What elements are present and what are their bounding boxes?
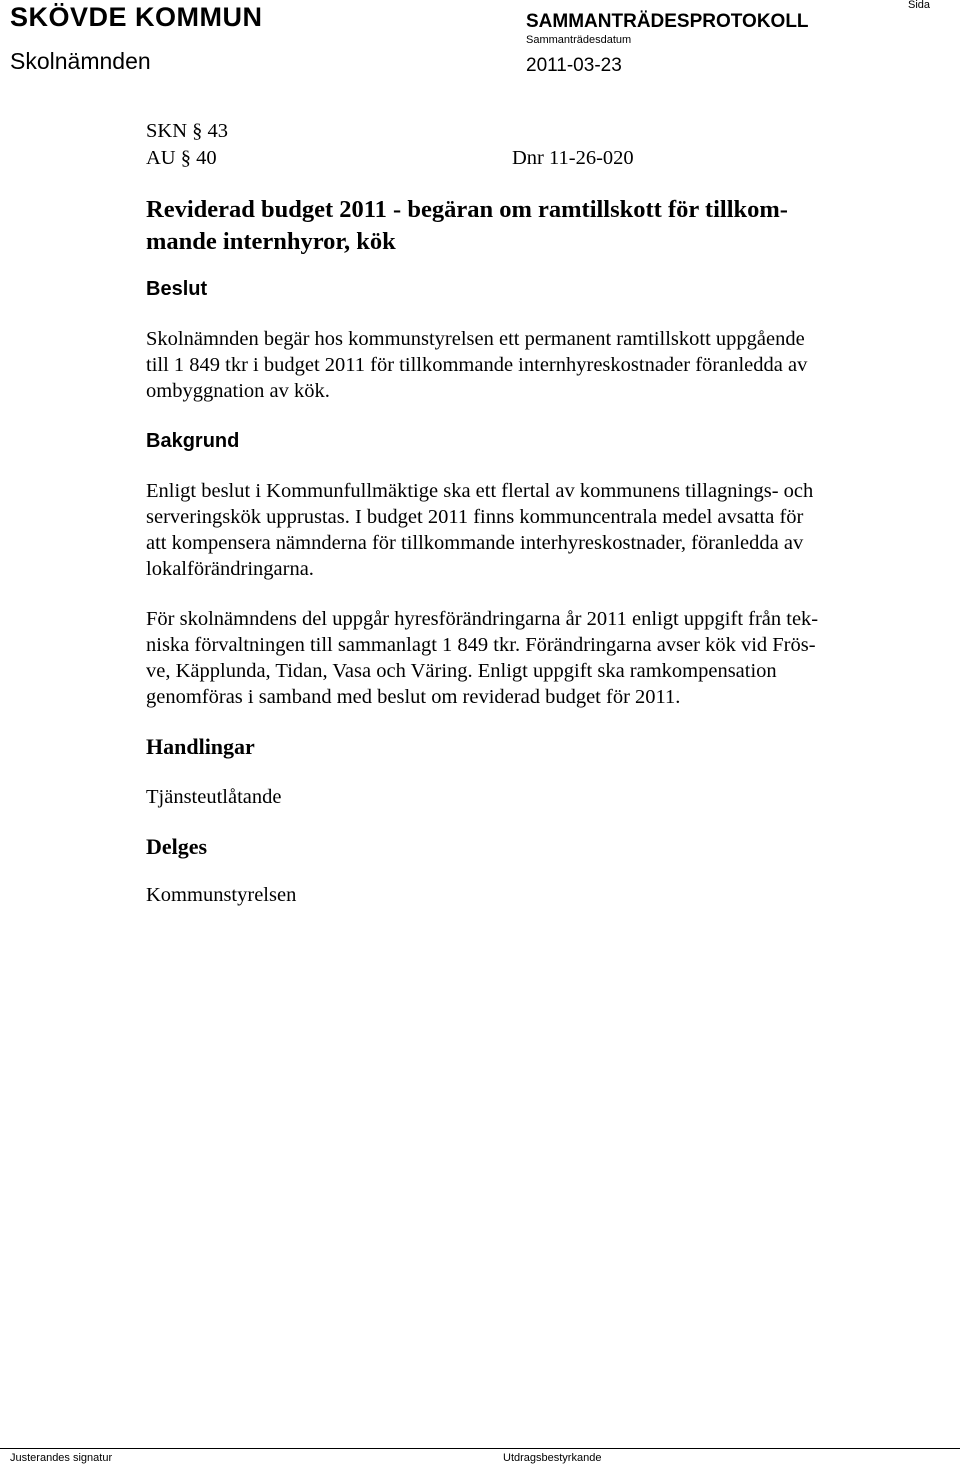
- municipality-logo-text: SKÖVDE KOMMUN: [10, 2, 263, 32]
- extract-certification-label: Utdragsbestyrkande: [503, 1452, 602, 1464]
- handlingar-item: Tjänsteutlåtande: [146, 786, 282, 808]
- footer-divider: [0, 1448, 960, 1449]
- delges-heading: Delges: [146, 834, 208, 859]
- skn-reference: [146, 118, 908, 145]
- text-line: niska förvaltningen till sammanlagt 1 849 tkr. Förändringarna avser kök vid Frös-: [146, 634, 816, 656]
- au-number: 40: [196, 147, 217, 169]
- bakgrund-paragraph-1: [146, 478, 908, 582]
- text-line: serveringskök upprustas. I budget 2011 finns kommuncentrala medel avsatta för: [146, 506, 804, 528]
- delges-item: Kommunstyrelsen: [146, 884, 297, 906]
- meeting-date-label: Sammanträdesdatum: [526, 34, 632, 46]
- signature-label: Justerandes signatur: [10, 1452, 113, 1464]
- section-symbol: §: [192, 120, 203, 142]
- text-line: Skolnämnden begär hos kommunstyrelsen ett permanent ramtillskott uppgående: [146, 328, 805, 350]
- bakgrund-paragraph-2: [146, 606, 908, 710]
- document-type: SAMMANTRÄDESPROTOKOLL: [526, 11, 809, 32]
- section-symbol: §: [180, 147, 191, 169]
- skn-prefix: SKN: [146, 120, 188, 142]
- text-line: Enligt beslut i Kommunfullmäktige ska ett flertal av kommunens tillagnings- och: [146, 480, 814, 502]
- diary-number: Dnr 11-26-020: [512, 147, 634, 169]
- text-line: lokalförändringarna.: [146, 558, 314, 580]
- au-prefix: AU: [146, 147, 176, 169]
- skn-number: 43: [207, 120, 229, 142]
- meeting-date: 2011-03-23: [526, 55, 622, 76]
- text-line: att kompensera nämnderna för tillkommande interhyreskostnader, föranledda av: [146, 532, 804, 554]
- text-line: genomföras i samband med beslut om reviderad budget för 2011.: [146, 686, 681, 708]
- au-reference: [146, 145, 908, 172]
- protocol-body: [146, 118, 908, 908]
- page-label: Sida: [908, 0, 931, 11]
- document-title: [146, 194, 908, 258]
- handlingar-heading: Handlingar: [146, 734, 255, 759]
- committee-name: Skolnämnden: [10, 48, 151, 74]
- beslut-text: [146, 326, 908, 404]
- title-line: Reviderad budget 2011 - begäran om ramtillskott för tillkom-: [146, 196, 788, 223]
- beslut-heading: Beslut: [146, 278, 208, 300]
- text-line: För skolnämndens del uppgår hyresförändringarna år 2011 enligt uppgift från tek-: [146, 608, 819, 630]
- text-line: till 1 849 tkr i budget 2011 för tillkommande internhyreskostnader föranledda av: [146, 354, 808, 376]
- text-line: ombyggnation av kök.: [146, 380, 330, 402]
- title-line: mande internhyror, kök: [146, 228, 396, 255]
- text-line: ve, Käpplunda, Tidan, Vasa och Väring. Enligt uppgift ska ramkompensation: [146, 660, 777, 682]
- bakgrund-heading: Bakgrund: [146, 430, 240, 452]
